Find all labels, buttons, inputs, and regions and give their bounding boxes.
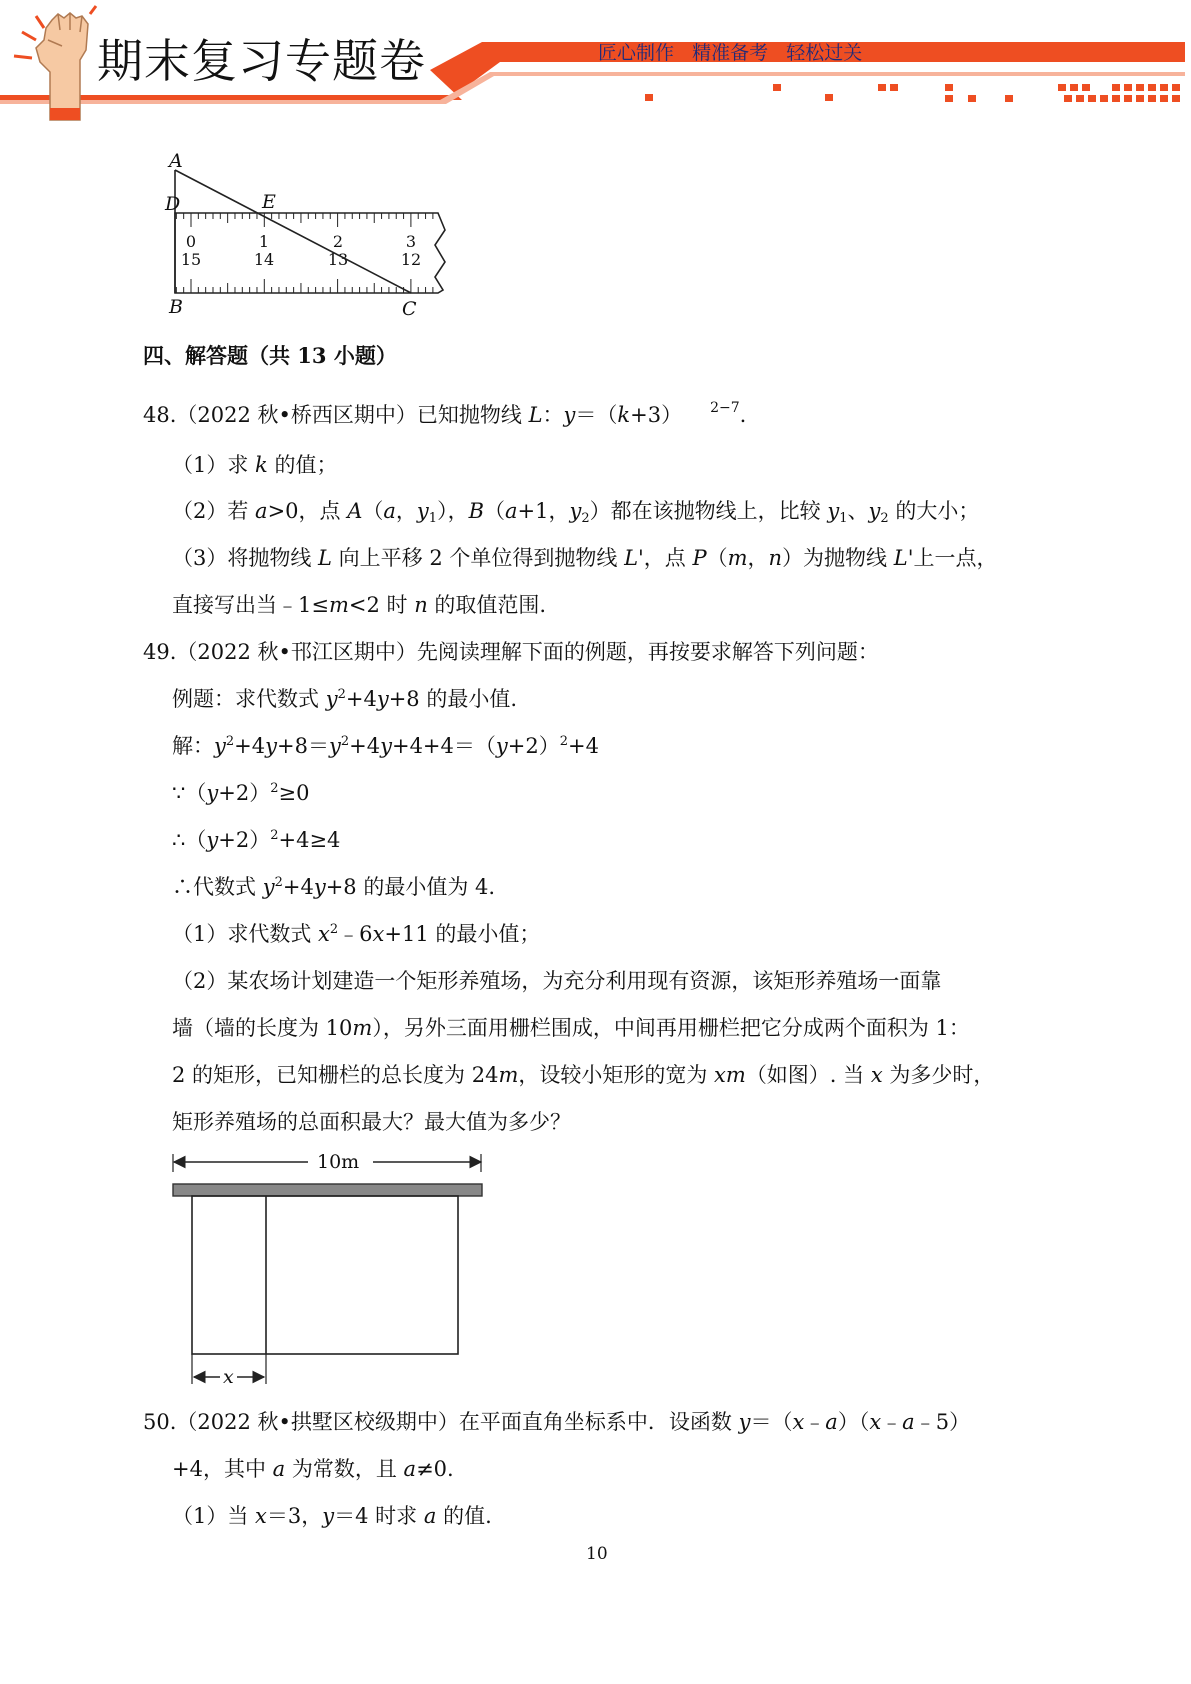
q49-stem: 49.（2022 秋•邗江区期中）先阅读理解下面的例题，再按要求解答下列问题： bbox=[143, 640, 879, 664]
tick-bottom-12: 12 bbox=[400, 250, 422, 269]
tick-top-0: 0 bbox=[185, 232, 197, 251]
tick-top-2: 2 bbox=[332, 232, 344, 251]
q49-part2-line3: 2 的矩形，已知栅栏的总长度为 24m，设较小矩形的宽为 xm（如图）. 当 x 为多少时， bbox=[172, 1063, 995, 1087]
q50-stem-line2: +4，其中 a 为常数，且 a≠0. bbox=[172, 1457, 454, 1481]
tick-bottom-14: 14 bbox=[253, 250, 275, 269]
q48-stem: 48.（2022 秋•桥西区期中）已知抛物线 L：y＝（k+3） $^{2-7}$. bbox=[143, 400, 747, 427]
q49-because: $\because(y+2)^2\ge 0$ bbox=[172, 781, 310, 805]
tick-bottom-15: 15 bbox=[180, 250, 202, 269]
ruler-triangle-figure bbox=[155, 150, 455, 325]
width-x-label: x bbox=[223, 1366, 234, 1388]
wall bbox=[173, 1184, 482, 1196]
label-C: C bbox=[402, 298, 417, 320]
label-D: D bbox=[165, 193, 181, 215]
tick-bottom-13: 13 bbox=[327, 250, 349, 269]
tick-top-1: 1 bbox=[258, 232, 270, 251]
q49-conclusion: ∴代数式 $y^2+4y+8$ 的最小值为 4. bbox=[172, 875, 496, 899]
q49-part2-line1: （2）某农场计划建造一个矩形养殖场，为充分利用现有资源，该矩形养殖场一面靠 bbox=[172, 969, 942, 993]
q48-part2: （2）若 a>0，点 A（a，$y_1$），B（a+1，$y_2$）都在该抛物线上，比较 $y_1$、$y_2$ 的大小； bbox=[172, 499, 980, 526]
q50-stem-line1: 50.（2022 秋•拱墅区校级期中）在平面直角坐标系中．设函数 y＝（x﹣a）（x﹣a﹣5） bbox=[143, 1410, 971, 1434]
q49-part2-line4: 矩形养殖场的总面积最大？最大值为多少？ bbox=[172, 1110, 571, 1134]
q49-solution: 解：$y^2+4y+8=y^2+4y+4+4=(y+2)^2+4$ bbox=[172, 734, 599, 758]
q49-therefore: $\therefore(y+2)^2+4\ge 4$ bbox=[172, 828, 341, 852]
q48-part3: （3）将抛物线 L 向上平移 2 个单位得到抛物线 L'，点 P（m，n）为抛物线 L'上一点， bbox=[172, 546, 998, 570]
section-heading: 四、解答题（共 13 小题） bbox=[143, 343, 397, 368]
header-slogan: 匠心制作 精准备考 轻松过关 bbox=[598, 42, 863, 64]
q48-part3-cont: 直接写出当﹣1≤m<2 时 n 的取值范围. bbox=[172, 593, 547, 617]
q49-example: 例题：求代数式 $y^2+4y+8$ 的最小值. bbox=[172, 687, 517, 711]
fence-outline bbox=[192, 1196, 458, 1354]
q48-part1: （1）求 k 的值； bbox=[172, 453, 338, 477]
q49-part1: （1）求代数式 $x^2﹣6x+11$ 的最小值； bbox=[172, 922, 541, 946]
wall-length-label: 10m bbox=[317, 1151, 360, 1173]
label-A: A bbox=[169, 150, 183, 172]
decorative-dots bbox=[645, 84, 1180, 102]
page-number: 10 bbox=[586, 1544, 608, 1564]
q49-part2-line2: 墙（墙的长度为 10m），另外三面用栅栏围成，中间再用栅栏把它分成两个面积为 1： bbox=[172, 1016, 970, 1040]
label-E: E bbox=[262, 191, 276, 213]
tick-top-3: 3 bbox=[405, 232, 417, 251]
q50-part1: （1）当 x＝3，y＝4 时求 a 的值. bbox=[172, 1504, 492, 1528]
label-B: B bbox=[169, 296, 183, 318]
header-title: 期末复习专题卷 bbox=[97, 34, 426, 88]
farm-figure bbox=[165, 1150, 495, 1390]
